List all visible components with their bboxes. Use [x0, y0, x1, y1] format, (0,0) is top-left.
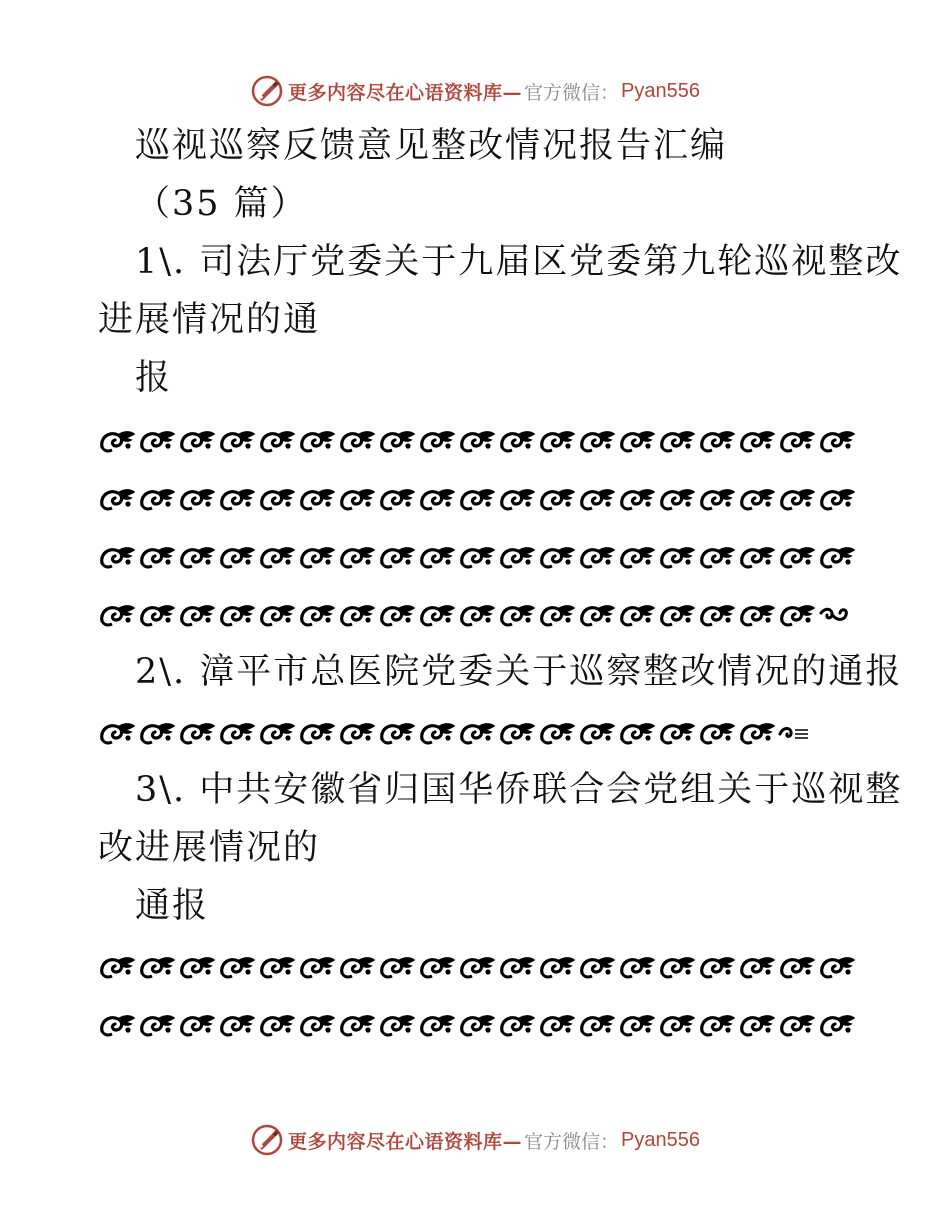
ornament-glyph-icon	[98, 719, 138, 747]
ornament-glyph-icon	[698, 485, 738, 513]
ornament-glyph-icon	[538, 719, 578, 747]
ornament-glyph-icon	[698, 601, 738, 629]
pen-logo-icon	[250, 74, 284, 108]
promo-text: 更多内容尽在心语资料库—	[288, 81, 523, 104]
ornament-row	[98, 1006, 858, 1044]
ornament-glyph-icon	[258, 953, 298, 981]
ornament-glyph-icon	[578, 719, 618, 747]
ornament-glyph-icon	[818, 543, 858, 571]
ornament-glyph-icon	[378, 1011, 418, 1039]
ornament-glyph-icon	[498, 1011, 538, 1039]
item-3-line-3: 通报	[135, 886, 210, 926]
ornament-glyph-icon	[138, 485, 178, 513]
ornament-glyph-icon	[378, 601, 418, 629]
wechat-account: Pyan556	[621, 1128, 700, 1151]
ornament-glyph-icon	[298, 1011, 338, 1039]
ornament-glyph-icon	[218, 719, 258, 747]
ornament-glyph-icon	[218, 1011, 258, 1039]
ornament-glyph-icon	[178, 953, 218, 981]
ornament-glyph-icon	[178, 1011, 218, 1039]
ornament-glyph-icon	[298, 485, 338, 513]
ornament-glyph-icon	[458, 1011, 498, 1039]
ornament-row	[98, 714, 810, 752]
ornament-glyph-icon	[658, 953, 698, 981]
item-1-line-2: 进展情况的通	[98, 300, 321, 340]
ornament-glyph-icon	[658, 427, 698, 455]
ornament-glyph-icon	[178, 485, 218, 513]
ornament-glyph-icon	[178, 719, 218, 747]
ornament-glyph-icon	[778, 1011, 818, 1039]
ornament-glyph-icon	[738, 485, 778, 513]
ornament-glyph-icon	[378, 485, 418, 513]
ornament-glyph-icon	[658, 719, 698, 747]
ornament-glyph-icon	[538, 427, 578, 455]
ornament-glyph-icon	[218, 601, 258, 629]
ornament-glyph-icon	[578, 485, 618, 513]
ornament-glyph-icon	[258, 1011, 298, 1039]
ornament-glyph-icon	[658, 543, 698, 571]
ornament-glyph-icon	[618, 1011, 658, 1039]
ornament-glyph-icon	[378, 719, 418, 747]
ornament-glyph-icon	[458, 601, 498, 629]
ornament-glyph-icon	[618, 601, 658, 629]
ornament-glyph-icon	[418, 953, 458, 981]
ornament-glyph-icon	[578, 953, 618, 981]
ornament-glyph-icon	[218, 485, 258, 513]
ornament-glyph-icon	[818, 427, 858, 455]
ornament-glyph-icon	[698, 1011, 738, 1039]
ornament-glyph-icon	[258, 601, 298, 629]
ornament-glyph-icon	[778, 543, 818, 571]
ornament-row	[98, 596, 850, 634]
ornament-curl-icon	[818, 601, 850, 629]
wechat-account: Pyan556	[621, 79, 700, 102]
item-1-line-3: 报	[135, 358, 173, 398]
ornament-glyph-icon	[738, 1011, 778, 1039]
ornament-glyph-icon	[378, 427, 418, 455]
ornament-glyph-icon	[378, 953, 418, 981]
ornament-glyph-icon	[538, 953, 578, 981]
ornament-glyph-icon	[418, 601, 458, 629]
ornament-glyph-icon	[338, 485, 378, 513]
ornament-glyph-icon	[258, 719, 298, 747]
ornament-glyph-icon	[658, 1011, 698, 1039]
ornament-glyph-icon	[418, 719, 458, 747]
promo-text: 更多内容尽在心语资料库—	[288, 1130, 523, 1153]
ornament-row	[98, 422, 858, 460]
ornament-tail-icon	[778, 719, 810, 747]
item-3-line-1: 3\. 中共安徽省归国华侨联合会党组关于巡视整	[135, 770, 903, 810]
footer-banner	[0, 1123, 950, 1157]
ornament-glyph-icon	[218, 543, 258, 571]
ornament-glyph-icon	[738, 543, 778, 571]
ornament-row	[98, 480, 858, 518]
ornament-glyph-icon	[578, 427, 618, 455]
wechat-label: 官方微信：	[524, 1130, 620, 1153]
ornament-glyph-icon	[698, 543, 738, 571]
ornament-glyph-icon	[258, 427, 298, 455]
ornament-glyph-icon	[618, 543, 658, 571]
ornament-glyph-icon	[698, 953, 738, 981]
ornament-glyph-icon	[378, 543, 418, 571]
ornament-glyph-icon	[138, 953, 178, 981]
ornament-glyph-icon	[338, 543, 378, 571]
ornament-glyph-icon	[778, 601, 818, 629]
ornament-glyph-icon	[738, 719, 778, 747]
ornament-glyph-icon	[258, 485, 298, 513]
ornament-glyph-icon	[818, 1011, 858, 1039]
ornament-glyph-icon	[458, 953, 498, 981]
ornament-glyph-icon	[698, 427, 738, 455]
ornament-glyph-icon	[298, 719, 338, 747]
ornament-glyph-icon	[498, 427, 538, 455]
ornament-glyph-icon	[498, 601, 538, 629]
ornament-glyph-icon	[538, 485, 578, 513]
ornament-glyph-icon	[498, 485, 538, 513]
ornament-glyph-icon	[418, 485, 458, 513]
ornament-row	[98, 948, 858, 986]
ornament-glyph-icon	[298, 543, 338, 571]
ornament-glyph-icon	[538, 1011, 578, 1039]
ornament-glyph-icon	[98, 485, 138, 513]
ornament-glyph-icon	[618, 953, 658, 981]
ornament-glyph-icon	[458, 427, 498, 455]
ornament-glyph-icon	[98, 543, 138, 571]
ornament-glyph-icon	[338, 601, 378, 629]
ornament-glyph-icon	[778, 485, 818, 513]
ornament-glyph-icon	[578, 1011, 618, 1039]
ornament-glyph-icon	[218, 427, 258, 455]
ornament-glyph-icon	[138, 1011, 178, 1039]
ornament-glyph-icon	[698, 719, 738, 747]
ornament-glyph-icon	[418, 427, 458, 455]
ornament-glyph-icon	[818, 485, 858, 513]
ornament-row	[98, 538, 858, 576]
ornament-glyph-icon	[458, 485, 498, 513]
ornament-glyph-icon	[338, 953, 378, 981]
ornament-glyph-icon	[98, 1011, 138, 1039]
document-title: 巡视巡察反馈意见整改情况报告汇编	[135, 126, 728, 166]
ornament-glyph-icon	[178, 543, 218, 571]
ornament-glyph-icon	[98, 601, 138, 629]
item-3-line-2: 改进展情况的	[98, 828, 321, 868]
ornament-glyph-icon	[258, 543, 298, 571]
ornament-glyph-icon	[338, 1011, 378, 1039]
ornament-glyph-icon	[738, 601, 778, 629]
ornament-glyph-icon	[458, 719, 498, 747]
ornament-glyph-icon	[98, 427, 138, 455]
ornament-glyph-icon	[138, 543, 178, 571]
ornament-glyph-icon	[818, 953, 858, 981]
item-1-line-1: 1\. 司法厅党委关于九届区党委第九轮巡视整改	[135, 242, 903, 282]
ornament-glyph-icon	[298, 601, 338, 629]
ornament-glyph-icon	[578, 543, 618, 571]
document-count: （35 篇）	[135, 184, 308, 224]
ornament-glyph-icon	[498, 719, 538, 747]
header-banner	[0, 74, 950, 108]
ornament-glyph-icon	[538, 543, 578, 571]
ornament-glyph-icon	[178, 427, 218, 455]
ornament-glyph-icon	[658, 485, 698, 513]
ornament-glyph-icon	[738, 953, 778, 981]
item-2-line-1: 2\. 漳平市总医院党委关于巡察整改情况的通报	[135, 652, 903, 692]
ornament-glyph-icon	[738, 427, 778, 455]
ornament-glyph-icon	[298, 427, 338, 455]
ornament-glyph-icon	[418, 1011, 458, 1039]
ornament-glyph-icon	[658, 601, 698, 629]
ornament-glyph-icon	[778, 953, 818, 981]
pen-logo-icon	[250, 1123, 284, 1157]
ornament-glyph-icon	[498, 543, 538, 571]
ornament-glyph-icon	[98, 953, 138, 981]
ornament-glyph-icon	[618, 427, 658, 455]
ornament-glyph-icon	[458, 543, 498, 571]
ornament-glyph-icon	[138, 601, 178, 629]
ornament-glyph-icon	[218, 953, 258, 981]
ornament-glyph-icon	[498, 953, 538, 981]
ornament-glyph-icon	[778, 427, 818, 455]
ornament-glyph-icon	[338, 427, 378, 455]
ornament-glyph-icon	[338, 719, 378, 747]
ornament-glyph-icon	[578, 601, 618, 629]
wechat-label: 官方微信：	[524, 81, 620, 104]
ornament-glyph-icon	[618, 485, 658, 513]
ornament-glyph-icon	[178, 601, 218, 629]
ornament-glyph-icon	[298, 953, 338, 981]
ornament-glyph-icon	[138, 719, 178, 747]
ornament-glyph-icon	[138, 427, 178, 455]
ornament-glyph-icon	[618, 719, 658, 747]
ornament-glyph-icon	[418, 543, 458, 571]
ornament-glyph-icon	[538, 601, 578, 629]
